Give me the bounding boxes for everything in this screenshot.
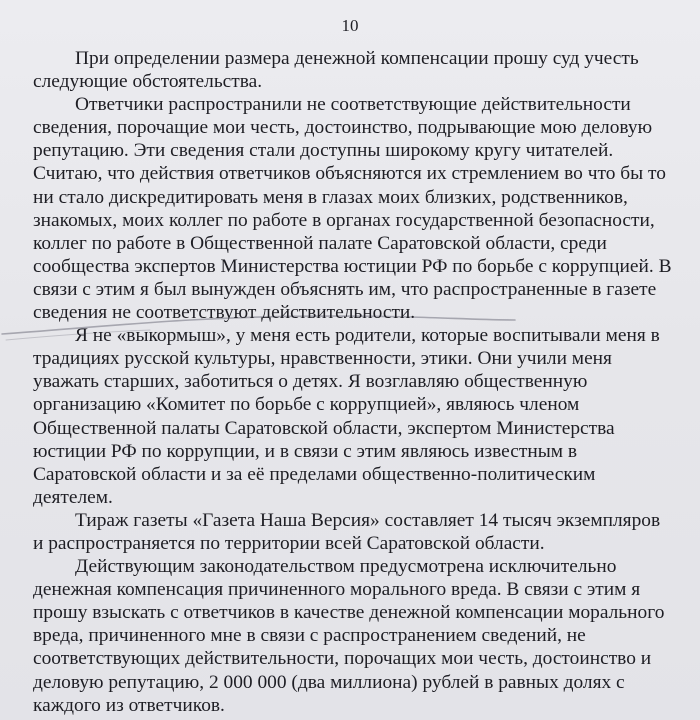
text-line: деятелем. [33,486,113,508]
text-line: знакомых, моих коллег по работе в органах государственной безопасности, [33,209,655,231]
text-line: каждого из ответчиков. [33,694,225,716]
text-line: Действующим законодательством предусмотрена исключительно [75,556,617,578]
text-line: традициях русской культуры, нравственности, этики. Они учили меня [33,348,612,370]
paragraph-compensation-intro [33,47,673,93]
paragraph-personal-background [33,324,673,509]
text-line: вреда, причиненного мне в связи с распространением сведений, не [33,625,586,647]
document-body [33,47,673,717]
text-line: организацию «Комитет по борьбе с коррупцией», являюсь членом [33,394,580,416]
paragraph-compensation-claim [33,555,673,717]
text-line: ни стало дискредитировать меня в глазах моих близких, родственников, [33,186,628,208]
text-line: юстиции РФ по коррупции, и в связи с этим являюсь известным в [33,440,578,462]
text-line: репутацию. Эти сведения стали доступны широкому кругу читателей. [33,140,614,162]
text-line: прошу взыскать с ответчиков в качестве денежной компенсации морального [33,602,665,624]
page-number: 10 [341,16,359,35]
text-line: Общественной палаты Саратовской области, экспертом Министерства [33,417,615,439]
text-line: Тираж газеты «Газета Наша Версия» составляет 14 тысяч экземпляров [75,509,661,531]
text-line: связи с этим я был вынужден объяснять им, что распространенные в газете [33,278,657,300]
text-line: денежная компенсация причиненного морального вреда. В связи с этим я [33,579,641,601]
text-line: следующие обстоятельства. [33,71,263,93]
text-line: Ответчики распространили не соответствующие действительности [75,94,631,116]
paragraph-defendants-spread [33,93,673,324]
paragraph-circulation [33,509,673,555]
text-line: Считаю, что действия ответчиков объясняются их стремлением во что бы то [33,163,666,185]
text-line: сведения, порочащие мои честь, достоинство, подрывающие мою деловую [33,117,653,139]
text-line: Я не «выкормыш», у меня есть родители, которые воспитывали меня в [75,325,660,347]
text-line: сообщества экспертов Министерства юстиции РФ по борьбе с коррупцией. В [33,255,672,277]
text-line: коллег по работе в Общественной палате Саратовской области, среди [33,232,607,254]
text-line: При определении размера денежной компенсации прошу суд учесть [75,48,639,69]
text-line: деловую репутацию, 2 000 000 (два миллиона) рублей в равных долях с [33,671,625,693]
text-line: соответствующих действительности, порочащих мои честь, достоинство и [33,648,652,670]
text-line: сведения не соответствуют действительности. [33,302,416,324]
text-line: Саратовской области и за её пределами общественно-политическим [33,463,596,485]
text-line: уважать старших, заботиться о детях. Я возглавляю общественную [33,371,588,393]
text-line: и распространяется по территории всей Саратовской области. [33,532,545,554]
